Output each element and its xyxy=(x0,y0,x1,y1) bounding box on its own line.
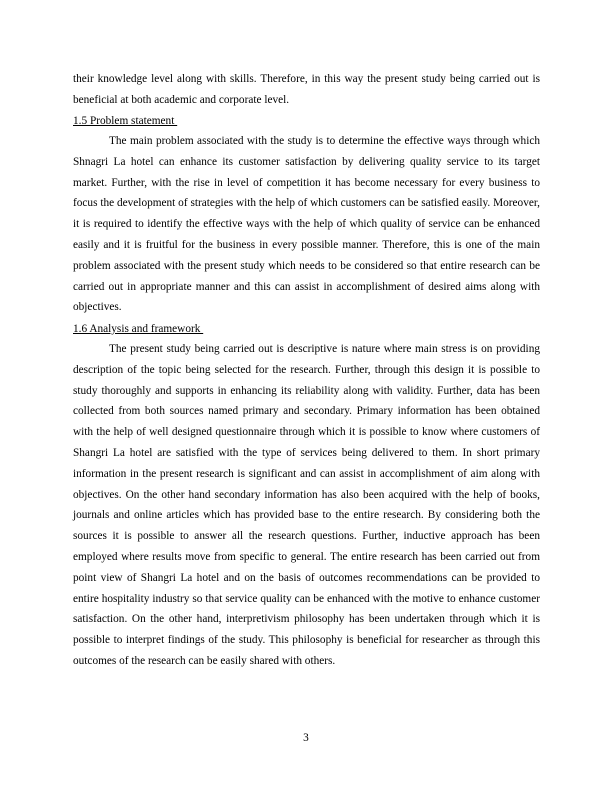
continuation-paragraph: their knowledge level along with skills. Therefore, in this way the present study being carried out is beneficial at both academic and corporate level. xyxy=(73,73,540,106)
section-heading-problem-statement: 1.5 Problem statement xyxy=(73,115,178,127)
analysis-framework-paragraph: The present study being carried out is descriptive is nature where main stress is on providing description of the topic being selected for the research. Further, through this design it is possible to study thoroughly and supports in enhancing its reliability along with validity. Further, data has been collected from both sources named primary and secondary. Primary information has been obtained with the help of well designed questionnaire through which it is possible to know where customers of Shangri La hotel are satisfied with the type of services being delivered to them. In short primary information in the present research is significant and can assist in accomplishment of aim along with objectives. On the other hand secondary information has also been acquired with the help of books, journals and online articles which has provided base to the entire research. By considering both the sources it is possible to answer all the research questions. Further, inductive approach has been employed where results move from specific to general. The entire research has been carried out from point view of Shangri La hotel and on the basis of outcomes recommendations can be provided to entire hospitality industry so that service quality can be enhanced with the motive to enhance customer satisfaction. On the other hand, interpretivism philosophy has been undertaken through which it is possible to interpret findings of the study. This philosophy is beneficial for researcher as through this outcomes of the research can be easily shared with others. xyxy=(73,343,540,667)
page-number: 3 xyxy=(303,732,309,744)
problem-statement-paragraph: The main problem associated with the study is to determine the effective ways through which Shnagri La hotel can enhance its customer satisfaction by delivering quality service to its target market. Further, with the rise in level of competition it has become necessary for every business to focus the development of strategies with the help of which customers can be satisfied easily. Moreover, it is required to identify the effective ways with the help of which quality of service can be enhanced easily and it is fruitful for the business in every possible manner. Therefore, this is one of the main problem associated with the present study which needs to be considered so that entire research can be carried out in appropriate manner and this can assist in accomplishment of desired aims along with objectives. xyxy=(73,135,540,314)
section-heading-analysis-framework: 1.6 Analysis and framework xyxy=(73,323,204,335)
